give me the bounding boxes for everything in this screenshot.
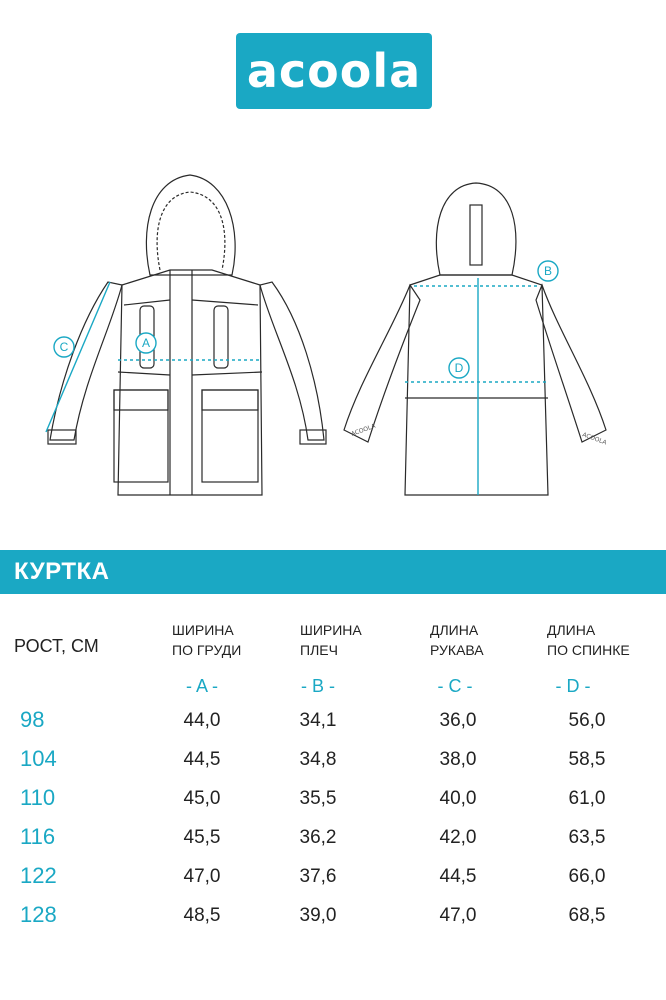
table-cell: 45,5 (183, 827, 221, 848)
table-cell: 44,5 (183, 749, 221, 770)
back-right-cuff-print: ACOOLA (581, 431, 608, 447)
column-header-b: ШИРИНА ПЛЕЧ (300, 622, 362, 658)
front-right-pocket (202, 390, 258, 482)
table-cell: 39,0 (299, 905, 337, 926)
column-letter-b: - B - (301, 676, 335, 696)
table-cell: 40,0 (439, 788, 477, 809)
table-cell: 42,0 (439, 827, 477, 848)
table-cell: 45,0 (183, 788, 221, 809)
label-d: D (454, 361, 464, 375)
table-cell: 63,5 (568, 827, 606, 848)
table-cell: 56,0 (568, 710, 606, 731)
table-cell: 37,6 (299, 866, 337, 887)
table-cell: 34,8 (299, 749, 337, 770)
brand-logo (236, 33, 432, 109)
front-hood (146, 175, 235, 275)
table-row-size: 110 (20, 785, 56, 810)
table-cell: 68,5 (568, 905, 606, 926)
table-cell: 36,0 (439, 710, 477, 731)
front-right-zip-pocket (214, 306, 228, 368)
table-cell: 44,0 (183, 710, 221, 731)
jacket-illustration (0, 160, 666, 520)
front-yoke (124, 300, 258, 305)
front-hood-fur (157, 192, 225, 270)
back-hood-strap (470, 205, 482, 265)
column-letter-a: - A - (185, 676, 218, 696)
table-cell: 47,0 (439, 905, 477, 926)
column-header-c: ДЛИНА РУКАВА (430, 622, 484, 658)
label-a: A (141, 336, 151, 350)
table-cell: 48,5 (183, 905, 221, 926)
front-left-cuff (48, 430, 76, 444)
column-header-a: ШИРИНА ПО ГРУДИ (172, 622, 242, 658)
label-c: C (59, 340, 69, 354)
table-cell: 35,5 (299, 788, 337, 809)
table-row-size: 98 (20, 707, 45, 732)
front-left-pocket (114, 390, 168, 482)
front-waist (118, 372, 262, 375)
table-cell: 58,5 (568, 749, 606, 770)
back-body (405, 275, 548, 495)
table-cell: 44,5 (439, 866, 477, 887)
measure-c-line (46, 282, 110, 432)
table-row-size: 128 (20, 902, 57, 927)
column-letter-d: - D - (555, 676, 591, 696)
back-right-sleeve (536, 285, 606, 442)
table-row-size: 122 (20, 863, 57, 888)
table-row-size: 116 (20, 824, 56, 849)
table-cell: 34,1 (299, 710, 337, 731)
page-title: КУРТКА (14, 558, 110, 585)
back-cuff-print: ACOOLA (350, 422, 377, 438)
front-left-flap (114, 390, 168, 410)
table-row-size: 104 (20, 746, 57, 771)
back-hood (436, 183, 516, 275)
table-cell: 61,0 (568, 788, 606, 809)
front-right-flap (202, 390, 258, 410)
front-right-sleeve (260, 282, 324, 440)
column-letter-c: - C - (437, 676, 473, 696)
column-header-d: ДЛИНА ПО СПИНКЕ (547, 622, 630, 658)
front-left-sleeve (50, 282, 122, 440)
label-b: B (543, 264, 553, 278)
logo-text: acoola (246, 44, 422, 98)
front-right-cuff (300, 430, 326, 444)
table-cell: 36,2 (299, 827, 337, 848)
table-cell: 47,0 (183, 866, 221, 887)
row-header: РОСТ, СМ (14, 636, 99, 656)
title-banner (0, 550, 666, 594)
table-cell: 38,0 (439, 749, 477, 770)
table-cell: 66,0 (568, 866, 606, 887)
